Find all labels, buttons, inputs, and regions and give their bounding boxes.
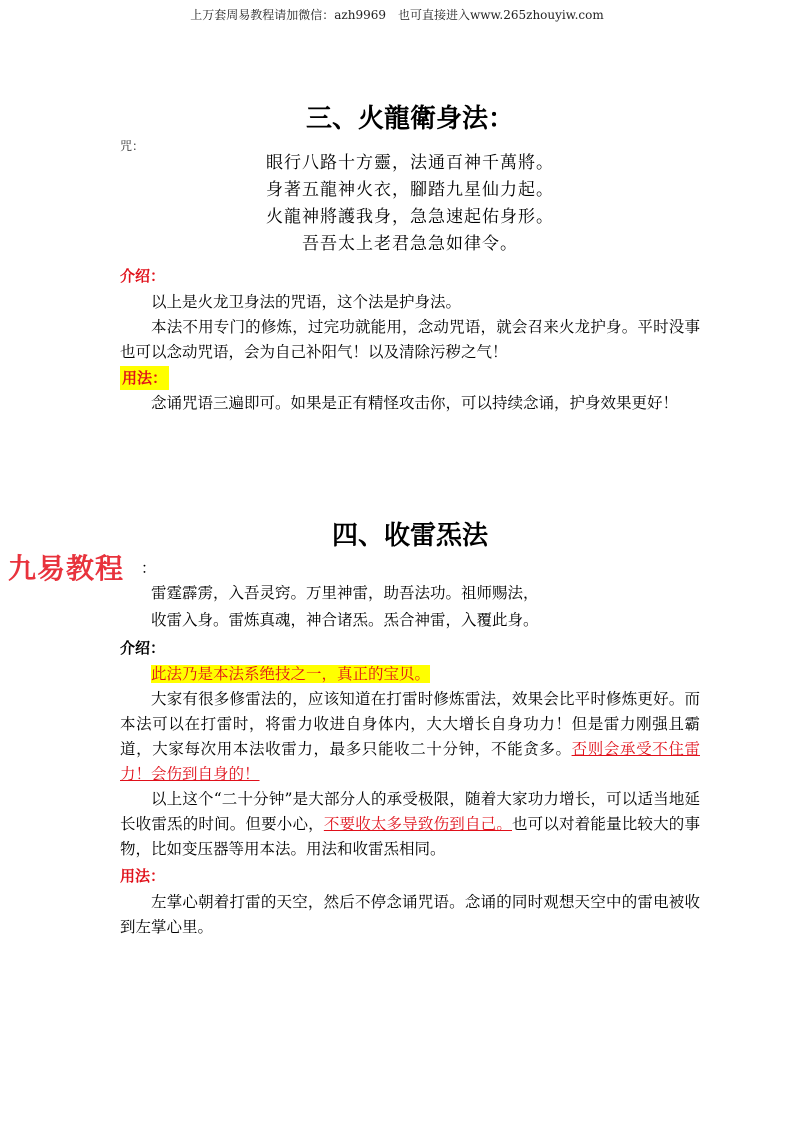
verse: 吾吾太上老君急急如律令。: [302, 234, 518, 254]
usage-paragraph: 左掌心朝着打雷的天空，然后不停念诵咒语。念诵的同时观想天空中的雷电被收到左掌心里。: [120, 893, 700, 936]
intro-paragraph: 以上是火龙卫身法的咒语，这个法是护身法。: [151, 293, 462, 311]
watermark-logo: 九易教程: [8, 552, 125, 585]
mantra-label-colon: ：: [141, 559, 157, 577]
verse: 身著五龍神火衣，腳踏九星仙力起。: [266, 180, 554, 200]
mantra-verses: [120, 150, 700, 258]
warning-text: 不要收太多导致伤到自己。: [323, 815, 512, 833]
section-3-title: 三、火龍衛身法：: [305, 104, 514, 134]
verse: 雷霆霹雳，入吾灵窍。万里神雷，助吾法功。祖师赐法，: [151, 584, 539, 602]
usage-heading: 用法：: [120, 867, 166, 885]
intro-paragraph: 本法不用专门的修炼，过完功就能用，念动咒语，就会召来火龙护身。平时没事也可以念动咒语，会为自己补阳气！以及清除污秽之气！: [120, 318, 700, 361]
highlight-text: 此法乃是本法系绝技之一，真正的宝贝。: [151, 665, 431, 683]
page-header: 上万套周易教程请加微信：azh9969 也可直接进入www.265zhouyiw.com: [190, 8, 604, 22]
paragraph-text: 以上这个“二十分钟”是大部分人的承受极限，随着大家功力增长，可以适当地延长收雷炁的时间。但要小心，: [120, 790, 700, 833]
intro-paragraph: [120, 787, 700, 862]
verse: 火龍神將護我身，急急速起佑身形。: [266, 207, 554, 227]
paragraph-text: 大家有很多修雷法的，应该知道在打雷时修炼雷法，效果会比平时修炼更好。而本法可以在打雷时，将雷力收进自身体内，大大增长自身功力！但是雷力刚强且霸道，大家每次用本法收雷力，最多只能收二十分钟，不能贪多。: [120, 690, 700, 758]
mantra-label: 咒：: [120, 139, 145, 153]
section-3: [120, 98, 700, 416]
paragraph-text: 也可以对着能量比较大的事物，比如变压器等用本法。用法和收雷炁相同。: [120, 815, 700, 858]
highlight-paragraph: [120, 662, 700, 687]
intro-heading: 介绍：: [120, 267, 166, 285]
verse: 收雷入身。雷炼真魂，神合诸炁。炁合神雷，入覆此身。: [151, 611, 539, 629]
verse: 眼行八路十方靈，法通百神千萬將。: [266, 153, 554, 173]
mantra-verses: [120, 580, 700, 634]
usage-heading: 用法：: [120, 366, 169, 390]
warning-text: 否则会承受不住雷力！会伤到自身的！: [120, 740, 700, 783]
intro-heading: 介绍：: [120, 639, 166, 657]
section-4: [120, 515, 700, 940]
usage-paragraph: 念诵咒语三遍即可。如果是正有精怪攻击你，可以持续念诵，护身效果更好！: [151, 394, 679, 412]
intro-paragraph: [120, 687, 700, 787]
section-4-title: 四、收雷炁法: [331, 521, 488, 551]
